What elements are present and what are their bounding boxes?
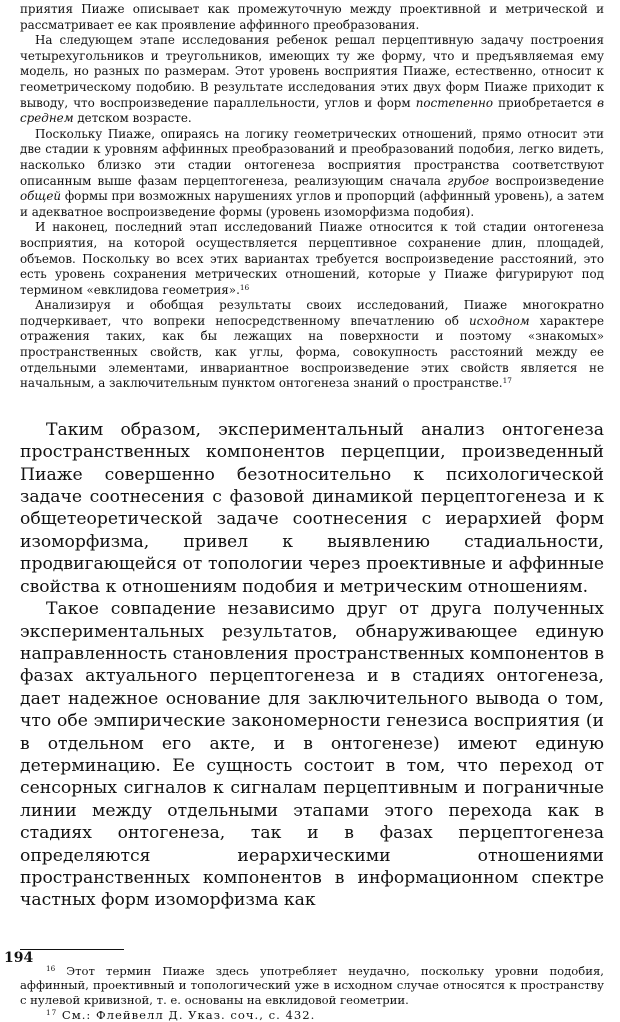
body-paragraph xyxy=(20,419,604,598)
summary-paragraph xyxy=(20,127,604,221)
summary-paragraph xyxy=(20,220,604,298)
text-run: Анализируя и обобщая результаты своих исследований, Пиаже многократно подчеркивает, что вопреки непосредственному впечатлению об xyxy=(20,298,604,328)
page-number: 194 xyxy=(4,950,34,966)
summary-paragraph xyxy=(20,33,604,127)
emphasis-text: исходном xyxy=(469,313,530,328)
text-run: Поскольку Пиаже, опираясь на логику геометрических отношений, прямо относит эти две стадии к уровням аффинных преобразований и преобразований подобия, легко видеть, насколько близко эти стадии онтогенеза восприятия пространства соответствуют описанным выше фазам перцептогенеза, реализующим сначала xyxy=(20,126,604,188)
text-run: приобретается xyxy=(493,95,598,110)
footnote xyxy=(20,964,604,1008)
book-page xyxy=(20,2,604,1022)
text-run: Таким образом, экспериментальный анализ онтогенеза пространственных компонентов перцепции, произведенный Пиаже совершенно безотносительно к психологической задаче соотнесения с фазовой динамикой перцептогенеза и к общетеоретической задаче соотнесения с иерархией форм изоморфизма, привел к выявлению стадиальности, продвигающейся от топологии через проективные и аффинные свойства к отношениям подобия и метрическим отношениям. xyxy=(20,419,604,597)
text-run: характере отражения таких, как бы лежащих на поверхности и поэтому «знакомых» пространственных свойств, как углы, форма, совокупность расстояний между ее отдельными элементами, инвариантное воспроизведение этих свойств является не начальным, а заключительным пунктом онтогенеза знаний о пространстве. xyxy=(20,313,604,391)
footnote-ref[interactable]: 16 xyxy=(239,282,250,292)
summary-paragraph xyxy=(20,2,604,33)
text-run: воспроизведение xyxy=(489,173,605,188)
quoted-summary-block xyxy=(20,2,604,392)
text-run: Такое совпадение независимо друг от друга полученных экспериментальных результатов, обнаруживающее единую направленность становления пространственных компонентов в фазах актуального перцептогенеза и в стадиях онтогенеза, дает надежное основание для заключительного вывода о том, что обе эмпирические закономерности генезиса восприятия (и в отдельном его акте, и в онтогенезе) имеют единую детерминацию. Ее сущность состоит в том, что переход от сенсорных сигналов к сигналам перцептивным и пограничные линии между отдельными этапами этого перехода как в стадиях онтогенеза, так и в фазах перцептогенеза определяются иерархическими отношениями пространственных компонентов в информационном спектре частных форм изоморфизма как xyxy=(20,599,604,911)
text-run: формы при возможных нарушениях углов и пропорций (аффинный уровень), а затем и адекватное воспроизведение формы (уровень изоморфизма подобия). xyxy=(20,189,604,219)
footnote-number: 16 xyxy=(46,963,56,973)
footnote xyxy=(20,1008,604,1022)
text-run: Этот термин Пиаже здесь употребляет неудачно, поскольку уровни подобия, аффинный, проективный и топологический уже в исходном случае относятся к пространству с нулевой кривизной, т. е. основаны на евклидовой геометрии. xyxy=(20,963,604,1007)
emphasis-text: постепенно xyxy=(415,95,494,110)
text-run: И наконец, последний этап исследований Пиаже относится к той стадии онтогенеза восприятия, на которой осуществляется перцептивное сохранение длин, площадей, объемов. Поскольку во всех этих вариантах требуется воспроизведение расстояний, это есть уровень сохранения метрических отношений, которые у Пиаже фигурируют под термином «евклидова геометрия». xyxy=(20,220,604,297)
footnote-number: 17 xyxy=(46,1007,58,1017)
emphasis-text: в среднем xyxy=(20,95,604,126)
main-text-block xyxy=(20,419,604,912)
emphasis-text: общей xyxy=(20,189,62,204)
text-run: детском возрасте. xyxy=(73,111,192,126)
footnote-separator xyxy=(20,949,124,950)
text-run: См.: Флейвелл Д. Указ. соч., с. 432. xyxy=(57,1007,316,1022)
emphasis-text: грубое xyxy=(447,173,490,188)
text-run: приятия Пиаже описывает как промежуточную между проективной и метрической и рассматривает ее как проявление аффинного преобразования. xyxy=(20,2,604,32)
footnotes-block xyxy=(20,964,604,1022)
text-run: На следующем этапе исследования ребенок решал перцептивную задачу построения четырехугольников и треугольников, имеющих ту же форму, что и предъявляемая ему модель, но разных по размерам. Этот уровень восприятия Пиаже, естественно, относит к геометрическому подобию. В результате исследования этих двух форм Пиаже приходит к выводу, что воспроизведение параллельности, углов и форм xyxy=(20,33,604,110)
footnote-ref[interactable]: 17 xyxy=(502,376,512,386)
body-paragraph xyxy=(20,598,604,912)
summary-paragraph xyxy=(20,298,604,392)
